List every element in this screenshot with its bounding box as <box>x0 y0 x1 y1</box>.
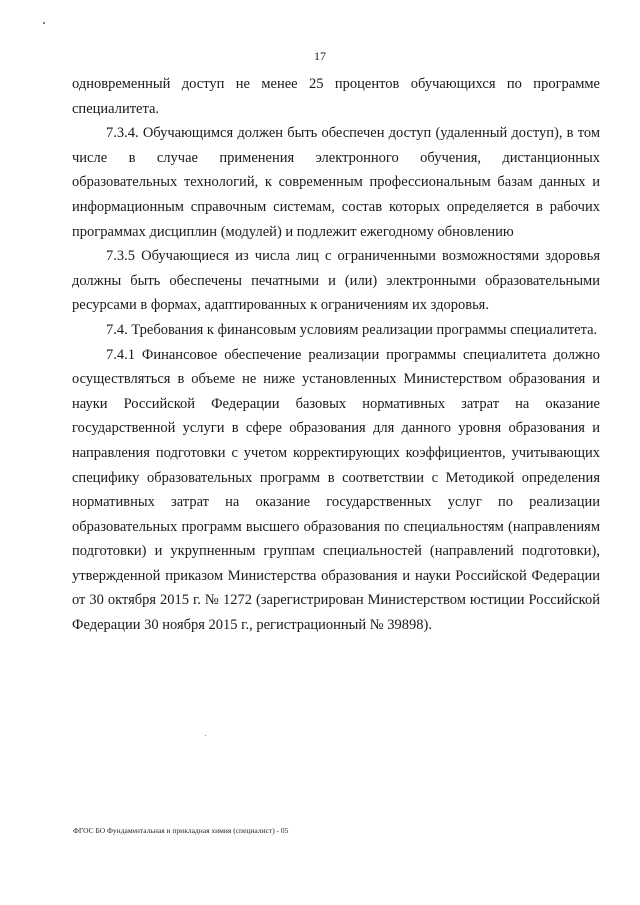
paragraph-7-4: 7.4. Требования к финансовым условиям реализации программы специалитета. <box>106 321 598 338</box>
paragraph-7-3-4: 7.3.4. Обучающимся должен быть обеспечен доступ (удаленный доступ), в том числе в случае применения электронного обучения, дистанционных образовательных технологий, к современным профессиональным базам данных и информационным справочным системам, состав которых определяется в рабочих программах дисциплин (модулей) и подлежит ежегодному обновлению <box>72 125 600 240</box>
page-number: 17 <box>314 49 326 63</box>
page-footer: ФГОС БО Фундаментальная и прикладная химия (специалист) - 05 <box>73 826 289 835</box>
paragraph-7-4-1: 7.4.1 Финансовое обеспечение реализации программы специалитета должно осуществляться в объеме не ниже установленных Министерством образования и науки Российской Федерации базовых нормативных затрат на оказание государственной услуги в сфере образования для данного уровня образования и направления подготовки с учетом корректирующих коэффициентов, учитывающих специфику образовательных программ в соответствии с Методикой определения нормативных затрат на оказание государственных услуг по реализации образовательных программ высшего образования по специальностям (направлениям подготовки) и укрупненным группам специальностей (направлений подготовки), утвержденной приказом Министерства образования и науки Российской Федерации от 30 октября 2015 г. № 1272 (зарегистрирован Министерством юстиции Российской Федерации 30 ноября 2015 г., регистрационный № 39898). <box>72 346 600 634</box>
body-text <box>72 72 600 638</box>
paragraph-7-3-5: 7.3.5 Обучающиеся из числа лиц с ограниченными возможностями здоровья должны быть обеспечены печатными и (или) электронными образовательными ресурсами в формах, адаптированных к ограничениям их здоровья. <box>72 248 600 314</box>
paragraph-continuation: одновременный доступ не менее 25 процентов обучающихся по программе специалитета. <box>72 76 600 117</box>
scan-speck <box>205 735 206 736</box>
scan-speck <box>43 22 45 24</box>
